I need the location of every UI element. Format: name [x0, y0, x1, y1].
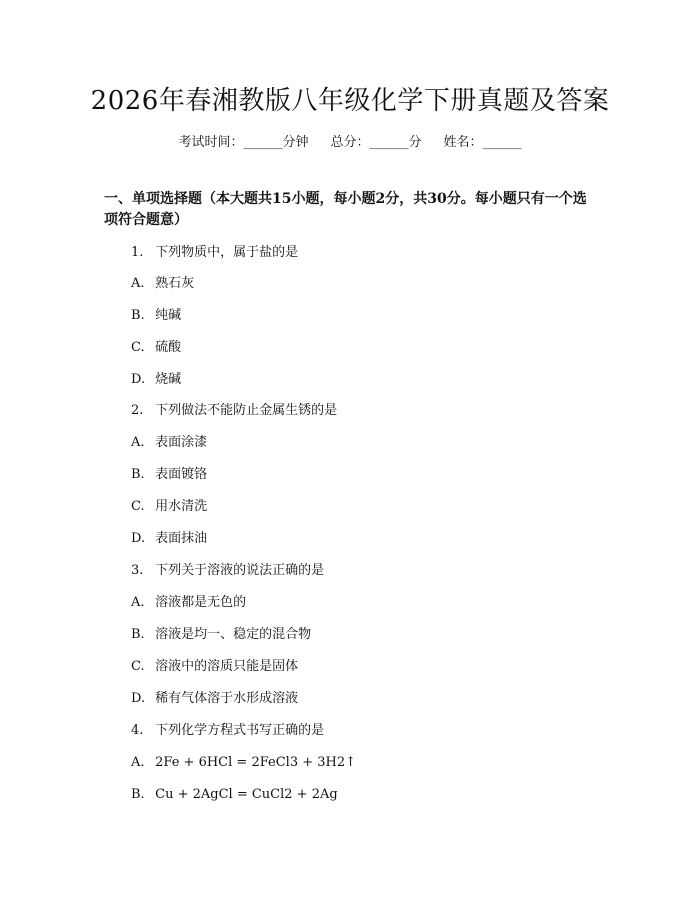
- option-item: [131, 371, 181, 389]
- option-item: [131, 434, 207, 452]
- option-label: B.: [131, 787, 145, 802]
- question-text: 下列做法不能防止金属生锈的是: [155, 403, 338, 418]
- option-text: 稀有气体溶于水形成溶液: [155, 691, 299, 706]
- option-label: B.: [131, 627, 145, 642]
- option-text: 烧碱: [155, 372, 182, 387]
- option-label: A.: [131, 755, 145, 770]
- section-heading: 一、单项选择题（本大题共15小题，每小题2分，共30分。每小题只有一个选项符合题意）: [104, 191, 587, 228]
- question-text: 下列关于溶液的说法正确的是: [155, 563, 325, 578]
- option-item: [131, 530, 207, 548]
- option-item: [131, 594, 246, 612]
- option-text: Cu + 2AgCl = CuCl2 + 2Ag: [155, 787, 338, 802]
- total-score-field: 总分：______分: [330, 135, 422, 150]
- option-label: A.: [131, 435, 145, 450]
- option-label: C.: [131, 499, 145, 514]
- question-stem: [131, 244, 298, 262]
- option-item: [131, 658, 298, 676]
- option-label: D.: [131, 372, 146, 387]
- option-item: [131, 498, 207, 516]
- option-label: D.: [131, 691, 146, 706]
- option-text: 表面抹油: [155, 531, 208, 546]
- option-label: B.: [131, 467, 145, 482]
- option-item: [131, 339, 181, 357]
- question-text: 下列化学方程式书写正确的是: [155, 723, 325, 738]
- option-label: C.: [131, 659, 145, 674]
- option-item: [131, 466, 207, 484]
- option-label: D.: [131, 531, 146, 546]
- option-text: 2Fe + 6HCl = 2FeCl3 + 3H2↑: [155, 755, 357, 770]
- exam-meta: [0, 131, 700, 150]
- option-item: [131, 786, 338, 804]
- option-label: B.: [131, 308, 145, 323]
- question-stem: [131, 562, 324, 580]
- question-stem: [131, 722, 324, 740]
- exam-time-field: 考试时间：______分钟: [178, 135, 309, 150]
- option-text: 用水清洗: [155, 499, 208, 514]
- option-text: 溶液中的溶质只能是固体: [155, 659, 299, 674]
- option-item: [131, 307, 181, 325]
- question-number: 3.: [131, 563, 144, 578]
- option-item: [131, 275, 194, 293]
- question-stem: [131, 402, 337, 420]
- option-text: 硫酸: [155, 340, 182, 355]
- option-label: A.: [131, 595, 145, 610]
- question-number: 2.: [131, 403, 144, 418]
- option-item: [131, 626, 311, 644]
- student-name-field: 姓名：______: [443, 135, 522, 150]
- document-title: 2026年春湘教版八年级化学下册真题及答案: [90, 86, 610, 116]
- option-text: 表面镀铬: [155, 467, 208, 482]
- option-label: C.: [131, 340, 145, 355]
- question-number: 1.: [131, 245, 144, 260]
- option-text: 熟石灰: [155, 276, 195, 291]
- option-text: 溶液都是无色的: [155, 595, 247, 610]
- option-item: [131, 754, 356, 772]
- question-text: 下列物质中，属于盐的是: [155, 245, 299, 260]
- option-item: [131, 690, 298, 708]
- option-text: 纯碱: [155, 308, 182, 323]
- question-number: 4.: [131, 723, 144, 738]
- option-text: 溶液是均一、稳定的混合物: [155, 627, 312, 642]
- option-label: A.: [131, 276, 145, 291]
- option-text: 表面涂漆: [155, 435, 208, 450]
